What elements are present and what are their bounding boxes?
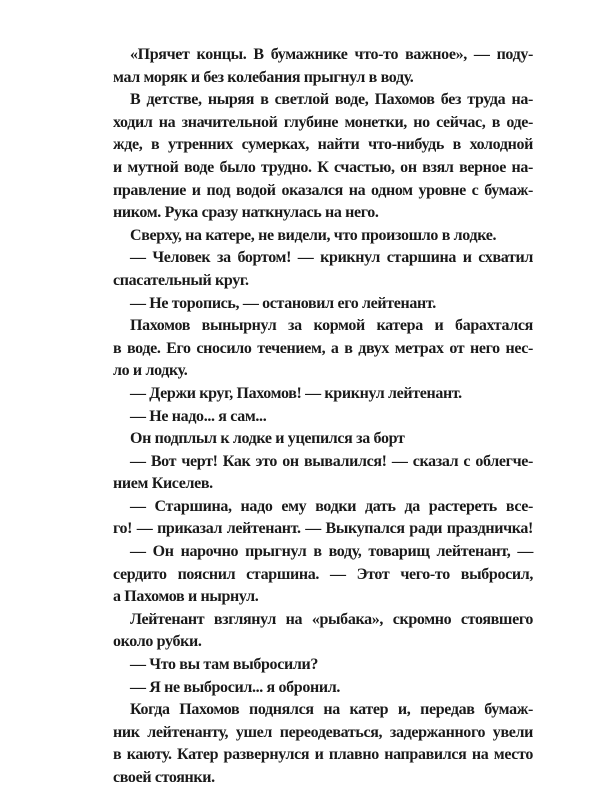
text-line: — Не надо... я сам... [130,407,267,425]
text-line: ло и лодку. [113,362,188,380]
text-line: жде, в утренних сумерках, найти что-нибудь в холодной [113,136,533,154]
text-line: Когда Пахомов поднялся на катер и, передав бумаж- [130,701,533,719]
text-line: нием Киселев. [113,475,213,493]
text-line: — Что вы там выбросили? [130,656,318,674]
text-line: Он подплыл к лодке и уцепился за борт [130,430,405,448]
text-line: — Держи круг, Пахомов! — крикнул лейтенант. [130,384,462,402]
text-line: своей стоянки. [113,769,215,786]
story-text [113,44,533,790]
text-line: — Я не выбросил... я обронил. [130,678,341,696]
text-line: в каюту. Катер развернулся и плавно направился на место [113,746,533,764]
text-line: Пахомов вынырнул за кормой катера и барахтался [130,317,533,335]
text-line: — Не торопись, — остановил его лейтенант. [130,294,436,312]
text-line: а Пахомов и нырнул. [113,588,259,606]
text-line: — Человек за бортом! — крикнул старшина и схватил [130,249,533,267]
text-line: ник лейтенанту, ушел переодеваться, задержанного увели [113,723,533,741]
text-line: правление и под водой оказался на одном уровне с бумаж- [113,181,533,199]
text-line: спасательный круг. [113,271,249,289]
text-line: — Вот черт! Как это он вывалился! — сказал с облегче- [130,452,533,470]
text-line: Лейтенант взглянул на «рыбака», скромно стоявшего [130,610,533,628]
text-line: — Старшина, надо ему водки дать да растереть все- [130,497,533,515]
text-line: ходил на значительной глубине монетки, но сейчас, в оде- [113,113,533,131]
text-line: сердито пояснил старшина. — Этот чего-то выбросил, [113,565,533,583]
text-line: — Он нарочно прыгнул в воду, товарищ лейтенант, — [130,543,533,561]
text-line: около рубки. [113,633,202,651]
text-line: мал моряк и без колебания прыгнул в воду. [113,68,414,86]
text-line: в воде. Его сносило течением, а в двух метрах от него нес- [113,339,533,357]
text-line: Сверху, на катере, не видели, что произошло в лодке. [130,226,497,244]
text-line: го! — приказал лейтенант. — Выкупался ради праздничка! [113,520,533,538]
text-line: «Прячет концы. В бумажнике что-то важное», — поду- [130,46,533,63]
text-line: и мутной воде было трудно. К счастью, он взял верное на- [113,158,533,176]
text-line: В детстве, ныряя в светлой воде, Пахомов без труда на- [130,91,533,109]
text-line: ником. Рука сразу наткнулась на него. [113,204,379,222]
